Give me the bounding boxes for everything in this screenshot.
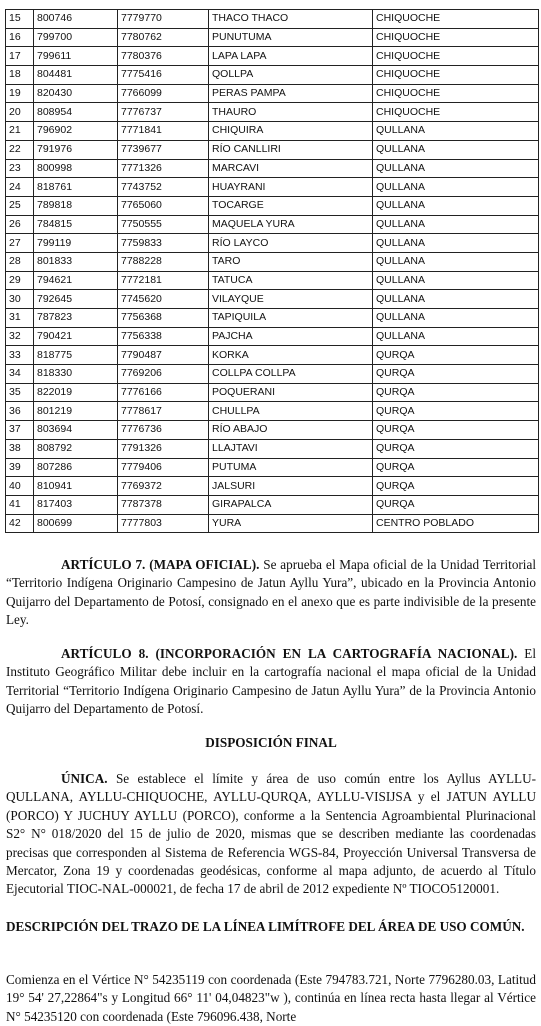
norte-cell: 7769372 (118, 477, 209, 496)
table-row (6, 122, 539, 141)
place-name-cell: PAJCHA (209, 327, 373, 346)
place-name-cell: VILAYQUE (209, 290, 373, 309)
ayllu-cell: CENTRO POBLADO (373, 514, 539, 533)
place-name-cell: THACO THACO (209, 10, 373, 29)
este-cell: 800699 (34, 514, 118, 533)
norte-cell: 7779770 (118, 10, 209, 29)
ayllu-cell: QULLANA (373, 271, 539, 290)
table-row (6, 66, 539, 85)
ayllu-cell: CHIQUOCHE (373, 84, 539, 103)
row-number-cell: 33 (6, 346, 34, 365)
este-cell: 818775 (34, 346, 118, 365)
este-cell: 791976 (34, 140, 118, 159)
table-row (6, 215, 539, 234)
place-name-cell: THAURO (209, 103, 373, 122)
ayllu-cell: QULLANA (373, 252, 539, 271)
row-number-cell: 37 (6, 421, 34, 440)
ayllu-cell: QURQA (373, 439, 539, 458)
place-name-cell: MARCAVI (209, 159, 373, 178)
norte-cell: 7777803 (118, 514, 209, 533)
table-row (6, 159, 539, 178)
este-cell: 787823 (34, 309, 118, 328)
place-name-cell: PERAS PAMPA (209, 84, 373, 103)
place-name-cell: LLAJTAVI (209, 439, 373, 458)
este-cell: 822019 (34, 383, 118, 402)
ayllu-cell: QULLANA (373, 159, 539, 178)
row-number-cell: 34 (6, 365, 34, 384)
place-name-cell: MAQUELA YURA (209, 215, 373, 234)
este-cell: 810941 (34, 477, 118, 496)
ayllu-cell: CHIQUOCHE (373, 28, 539, 47)
table-row (6, 252, 539, 271)
este-cell: 800998 (34, 159, 118, 178)
coordinates-table (5, 9, 539, 533)
ayllu-cell: QULLANA (373, 234, 539, 253)
table-row (6, 28, 539, 47)
este-cell: 803694 (34, 421, 118, 440)
row-number-cell: 28 (6, 252, 34, 271)
este-cell: 804481 (34, 66, 118, 85)
article-7-heading: ARTÍCULO 7. (MAPA OFICIAL). (61, 557, 260, 572)
descripcion-body: Comienza en el Vértice N° 54235119 con coordenada (Este 794783.721, Norte 7796280.03, Latitud 19° 54' 27,22864"s y Longitud 66° 11' 04,04823"w ), continúa en línea recta hasta llegar al Vértice N° 54235120 con coordenada (Este 796096.438, Norte (6, 972, 536, 1024)
place-name-cell: RÍO LAYCO (209, 234, 373, 253)
place-name-cell: RÍO ABAJO (209, 421, 373, 440)
norte-cell: 7743752 (118, 178, 209, 197)
row-number-cell: 20 (6, 103, 34, 122)
norte-cell: 7756338 (118, 327, 209, 346)
ayllu-cell: QURQA (373, 402, 539, 421)
coordinates-table-body (6, 10, 539, 533)
norte-cell: 7765060 (118, 196, 209, 215)
este-cell: 820430 (34, 84, 118, 103)
ayllu-cell: QULLANA (373, 196, 539, 215)
disposicion-unica-body: Se establece el límite y área de uso común entre los Ayllus AYLLU-QULLANA, AYLLU-CHIQUOCHE, AYLLU-QURQA, AYLLU-VISIJSA y el JATUN AYLLU (PORCO) Y JUCHUY AYLLU (PORCO), conforme a la Sentencia Agroambiental Plurinacional S2° N° 018/2020 del 15 de julio de 2020, mismas que se describen mediante las coordenadas precisas que corresponden al Sistema de Referencia WGS-84, Proyección Universal Transversa de Mercator, Zona 19 y coordenadas geodésicas, conforme al mapa adjunto, de acuerdo al Título Ejecutorial TIOC-NAL-000021, de fecha 17 de abril de 2012 expediente Nº TIOCO5120001. (6, 771, 537, 897)
este-cell: 801219 (34, 402, 118, 421)
norte-cell: 7771841 (118, 122, 209, 141)
table-row (6, 514, 539, 533)
ayllu-cell: CHIQUOCHE (373, 10, 539, 29)
disposicion-unica-paragraph (6, 770, 536, 899)
ayllu-cell: QULLANA (373, 309, 539, 328)
table-row (6, 290, 539, 309)
ayllu-cell: CHIQUOCHE (373, 66, 539, 85)
este-cell: 790421 (34, 327, 118, 346)
table-row (6, 495, 539, 514)
place-name-cell: HUAYRANI (209, 178, 373, 197)
article-7-body: Se aprueba el Mapa oficial de la Unidad Territorial “Territorio Indígena Originario Campesino de Jatun Ayllu Yura”, ubicado en la Provincia Antonio Quijarro del Departamento de Potosí, consignado en el anexo que es parte indivisible de la presente Ley. (6, 557, 536, 628)
ayllu-cell: QULLANA (373, 290, 539, 309)
disposicion-unica-heading: ÚNICA. (61, 771, 108, 786)
este-cell: 784815 (34, 215, 118, 234)
norte-cell: 7780376 (118, 47, 209, 66)
table-row (6, 234, 539, 253)
ayllu-cell: QURQA (373, 421, 539, 440)
norte-cell: 7776737 (118, 103, 209, 122)
table-row (6, 383, 539, 402)
place-name-cell: YURA (209, 514, 373, 533)
row-number-cell: 25 (6, 196, 34, 215)
article-8-body: El Instituto Geográfico Militar debe incluir en la cartografía nacional el mapa oficial de la Unidad Territorial “Territorio Indígena Originario Campesino de Jatun Ayllu Yura” de la Provincia Antonio Quijarro del Departamento de Potosí. (6, 646, 536, 717)
este-cell: 789818 (34, 196, 118, 215)
row-number-cell: 23 (6, 159, 34, 178)
article-8-paragraph (6, 645, 536, 719)
place-name-cell: GIRAPALCA (209, 495, 373, 514)
este-cell: 796902 (34, 122, 118, 141)
ayllu-cell: QURQA (373, 346, 539, 365)
place-name-cell: PUNUTUMA (209, 28, 373, 47)
row-number-cell: 40 (6, 477, 34, 496)
row-number-cell: 38 (6, 439, 34, 458)
norte-cell: 7776736 (118, 421, 209, 440)
place-name-cell: TATUCA (209, 271, 373, 290)
norte-cell: 7791326 (118, 439, 209, 458)
este-cell: 801833 (34, 252, 118, 271)
row-number-cell: 15 (6, 10, 34, 29)
table-row (6, 458, 539, 477)
table-row (6, 84, 539, 103)
table-row (6, 365, 539, 384)
table-row (6, 309, 539, 328)
article-8-heading: ARTÍCULO 8. (INCORPORACIÓN EN LA CARTOGRAFÍA NACIONAL). (61, 646, 518, 661)
row-number-cell: 41 (6, 495, 34, 514)
table-row (6, 346, 539, 365)
este-cell: 799119 (34, 234, 118, 253)
row-number-cell: 29 (6, 271, 34, 290)
table-row (6, 47, 539, 66)
este-cell: 808954 (34, 103, 118, 122)
ayllu-cell: CHIQUOCHE (373, 103, 539, 122)
table-row (6, 327, 539, 346)
norte-cell: 7776166 (118, 383, 209, 402)
article-7-paragraph (6, 556, 536, 630)
descripcion-title: DESCRIPCIÓN DEL TRAZO DE LA LÍNEA LIMÍTROFE DEL ÁREA DE USO COMÚN. (6, 919, 525, 934)
ayllu-cell: QURQA (373, 383, 539, 402)
ayllu-cell: QURQA (373, 495, 539, 514)
este-cell: 818330 (34, 365, 118, 384)
place-name-cell: RÍO CANLLIRI (209, 140, 373, 159)
row-number-cell: 18 (6, 66, 34, 85)
este-cell: 808792 (34, 439, 118, 458)
place-name-cell: LAPA LAPA (209, 47, 373, 66)
ayllu-cell: QULLANA (373, 178, 539, 197)
row-number-cell: 32 (6, 327, 34, 346)
table-row (6, 10, 539, 29)
table-row (6, 477, 539, 496)
norte-cell: 7787378 (118, 495, 209, 514)
place-name-cell: TARO (209, 252, 373, 271)
place-name-cell: CHULLPA (209, 402, 373, 421)
norte-cell: 7771326 (118, 159, 209, 178)
ayllu-cell: QURQA (373, 458, 539, 477)
row-number-cell: 24 (6, 178, 34, 197)
table-row (6, 402, 539, 421)
row-number-cell: 39 (6, 458, 34, 477)
norte-cell: 7788228 (118, 252, 209, 271)
place-name-cell: PUTUMA (209, 458, 373, 477)
place-name-cell: JALSURI (209, 477, 373, 496)
norte-cell: 7769206 (118, 365, 209, 384)
table-row (6, 140, 539, 159)
ayllu-cell: QULLANA (373, 122, 539, 141)
norte-cell: 7790487 (118, 346, 209, 365)
norte-cell: 7779406 (118, 458, 209, 477)
row-number-cell: 36 (6, 402, 34, 421)
row-number-cell: 26 (6, 215, 34, 234)
norte-cell: 7745620 (118, 290, 209, 309)
place-name-cell: TOCARGE (209, 196, 373, 215)
place-name-cell: TAPIQUILA (209, 309, 373, 328)
este-cell: 807286 (34, 458, 118, 477)
table-row (6, 103, 539, 122)
este-cell: 817403 (34, 495, 118, 514)
ayllu-cell: QULLANA (373, 215, 539, 234)
norte-cell: 7778617 (118, 402, 209, 421)
row-number-cell: 16 (6, 28, 34, 47)
place-name-cell: CHIQUIRA (209, 122, 373, 141)
este-cell: 794621 (34, 271, 118, 290)
table-row (6, 421, 539, 440)
este-cell: 800746 (34, 10, 118, 29)
table-row (6, 271, 539, 290)
norte-cell: 7756368 (118, 309, 209, 328)
row-number-cell: 27 (6, 234, 34, 253)
ayllu-cell: QURQA (373, 365, 539, 384)
disposicion-final-title: DISPOSICIÓN FINAL (205, 735, 337, 750)
norte-cell: 7750555 (118, 215, 209, 234)
place-name-cell: QOLLPA (209, 66, 373, 85)
place-name-cell: COLLPA COLLPA (209, 365, 373, 384)
table-row (6, 178, 539, 197)
row-number-cell: 42 (6, 514, 34, 533)
norte-cell: 7759833 (118, 234, 209, 253)
place-name-cell: POQUERANI (209, 383, 373, 402)
row-number-cell: 17 (6, 47, 34, 66)
norte-cell: 7780762 (118, 28, 209, 47)
place-name-cell: KORKA (209, 346, 373, 365)
ayllu-cell: QULLANA (373, 140, 539, 159)
norte-cell: 7772181 (118, 271, 209, 290)
row-number-cell: 31 (6, 309, 34, 328)
table-row (6, 196, 539, 215)
este-cell: 799611 (34, 47, 118, 66)
ayllu-cell: QURQA (373, 477, 539, 496)
row-number-cell: 22 (6, 140, 34, 159)
ayllu-cell: CHIQUOCHE (373, 47, 539, 66)
este-cell: 799700 (34, 28, 118, 47)
row-number-cell: 19 (6, 84, 34, 103)
ayllu-cell: QULLANA (373, 327, 539, 346)
norte-cell: 7739677 (118, 140, 209, 159)
row-number-cell: 21 (6, 122, 34, 141)
este-cell: 792645 (34, 290, 118, 309)
norte-cell: 7775416 (118, 66, 209, 85)
row-number-cell: 30 (6, 290, 34, 309)
table-row (6, 439, 539, 458)
este-cell: 818761 (34, 178, 118, 197)
norte-cell: 7766099 (118, 84, 209, 103)
row-number-cell: 35 (6, 383, 34, 402)
